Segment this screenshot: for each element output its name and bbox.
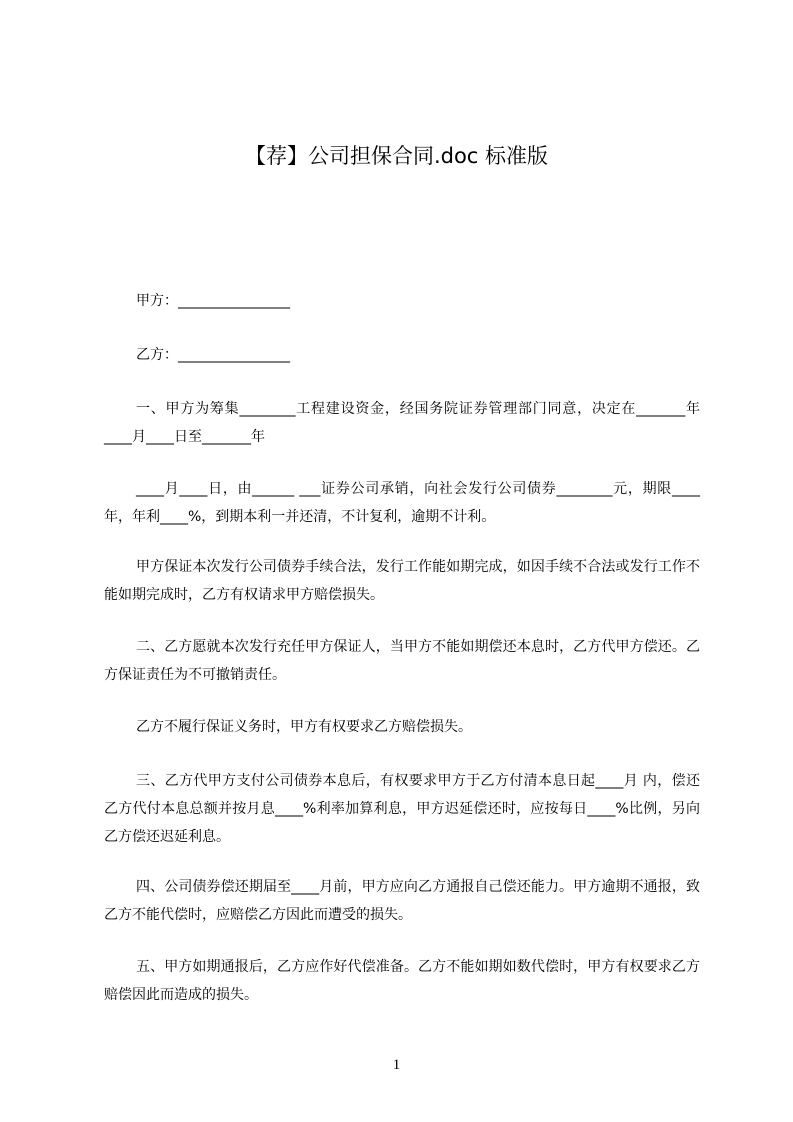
party-b-line: 乙方：________________ — [136, 347, 290, 363]
document-title: 【荐】公司担保合同.doc 标准版 — [244, 144, 549, 168]
clause-3-paragraph: 三、乙方代甲方支付公司债券本息后，有权要求甲方于乙方付清本息日起____月 内，偿还乙方代付本息总额并按月息____%利率加算利息，甲方迟延偿还时，应按每日____%比例，另向乙方偿还迟延利息。 — [104, 773, 700, 845]
page-number: 1 — [392, 1057, 401, 1073]
clause-4-paragraph: 四、公司债券偿还期届至____月前，甲方应向乙方通报自己偿还能力。甲方逾期不通报，致乙方不能代偿时，应赔偿乙方因此而遭受的损失。 — [104, 879, 700, 923]
clause-1-continued-paragraph: ____月____日，由______ ___证券公司承销，向社会发行公司债券________元，期限____年，年利____%，到期本利一并还清，不计复利，逾期不计利。 — [104, 481, 700, 525]
clause-2-paragraph: 二、乙方愿就本次发行充任甲方保证人，当甲方不能如期偿还本息时，乙方代甲方偿还。乙方保证责任为不可撤销责任。 — [104, 639, 700, 683]
breach-paragraph: 乙方不履行保证义务时，甲方有权要求乙方赔偿损失。 — [136, 719, 472, 735]
party-a-line: 甲方：________________ — [136, 293, 290, 309]
guarantee-paragraph: 甲方保证本次发行公司债券手续合法，发行工作能如期完成，如因手续不合法或发行工作不能如期完成时，乙方有权请求甲方赔偿损失。 — [104, 559, 700, 603]
clause-1-paragraph: 一、甲方为筹集________工程建设资金，经国务院证券管理部门同意，决定在_______年____月____日至_______年 — [104, 401, 700, 445]
clause-5-paragraph: 五、甲方如期通报后，乙方应作好代偿准备。乙方不能如期如数代偿时，甲方有权要求乙方赔偿因此而造成的损失。 — [104, 959, 700, 1003]
